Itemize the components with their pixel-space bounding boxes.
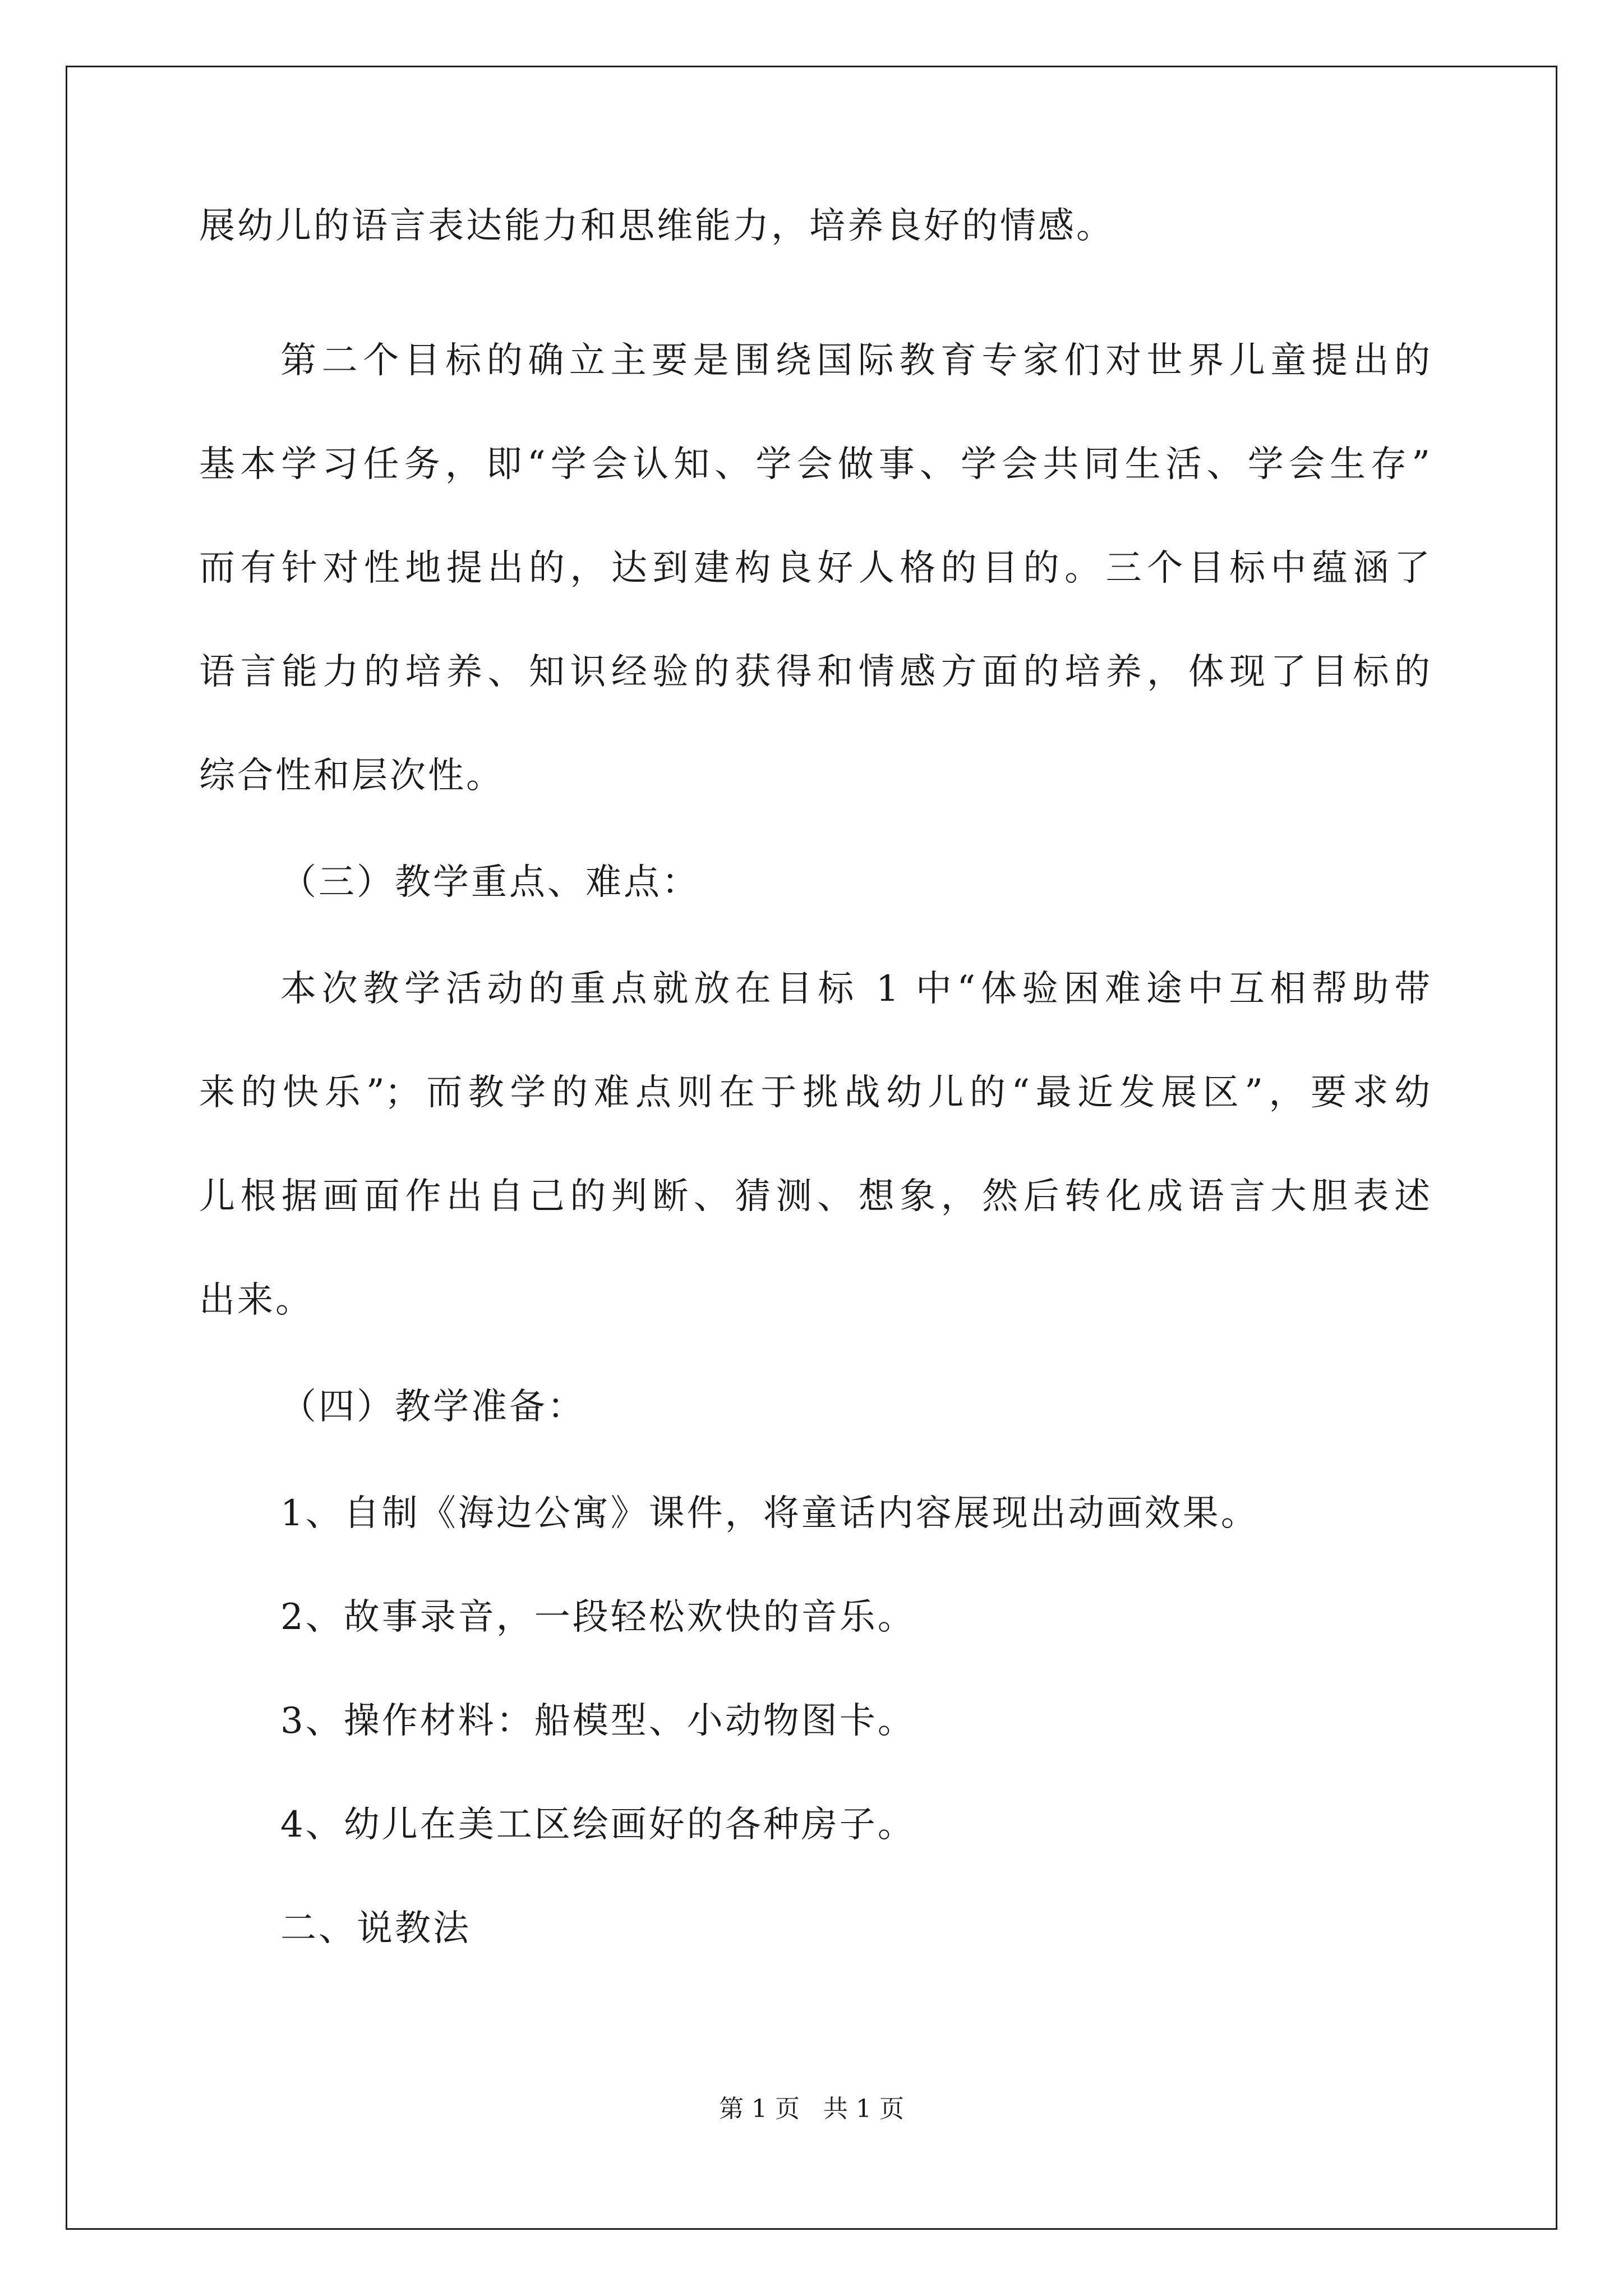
paragraph-line: 来的快乐”；而教学的难点则在于挑战幼儿的“最近发展区”，要求幼 [199,1072,1430,1114]
paragraph-line: 基本学习任务，即“学会认知、学会做事、学会共同生活、学会生存” [199,444,1430,485]
list-item: 1、自制《海边公寓》课件，将童话内容展现出动画效果。 [280,1493,1259,1534]
paragraph-line: 综合性和层次性。 [199,755,504,797]
section-heading: 二、说教法 [280,1908,471,1949]
paragraph-line: 第二个目标的确立主要是围绕国际教育专家们对世界儿童提出的 [280,340,1430,381]
paragraph-line: 展幼儿的语言表达能力和思维能力，培养良好的情感。 [199,205,1114,247]
paragraph-line: 而有针对性地提出的，达到建构良好人格的目的。三个目标中蕴涵了 [199,547,1430,589]
list-item: 4、幼儿在美工区绘画好的各种房子。 [280,1804,916,1846]
page-footer: 第 1 页 共 1 页 [719,2095,904,2123]
section-heading: （三）教学重点、难点： [280,862,700,903]
section-heading: （四）教学准备： [280,1386,585,1428]
paragraph-line: 儿根据画面作出自己的判断、猜测、想象，然后转化成语言大胆表述 [199,1176,1430,1217]
list-item: 3、操作材料：船模型、小动物图卡。 [280,1700,916,1742]
list-item: 2、故事录音，一段轻松欢快的音乐。 [280,1596,916,1638]
paragraph-line: 本次教学活动的重点就放在目标 1 中“体验困难途中互相帮助带 [280,968,1430,1010]
paragraph-line: 出来。 [199,1280,313,1321]
paragraph-line: 语言能力的培养、知识经验的获得和情感方面的培养，体现了目标的 [199,651,1430,693]
